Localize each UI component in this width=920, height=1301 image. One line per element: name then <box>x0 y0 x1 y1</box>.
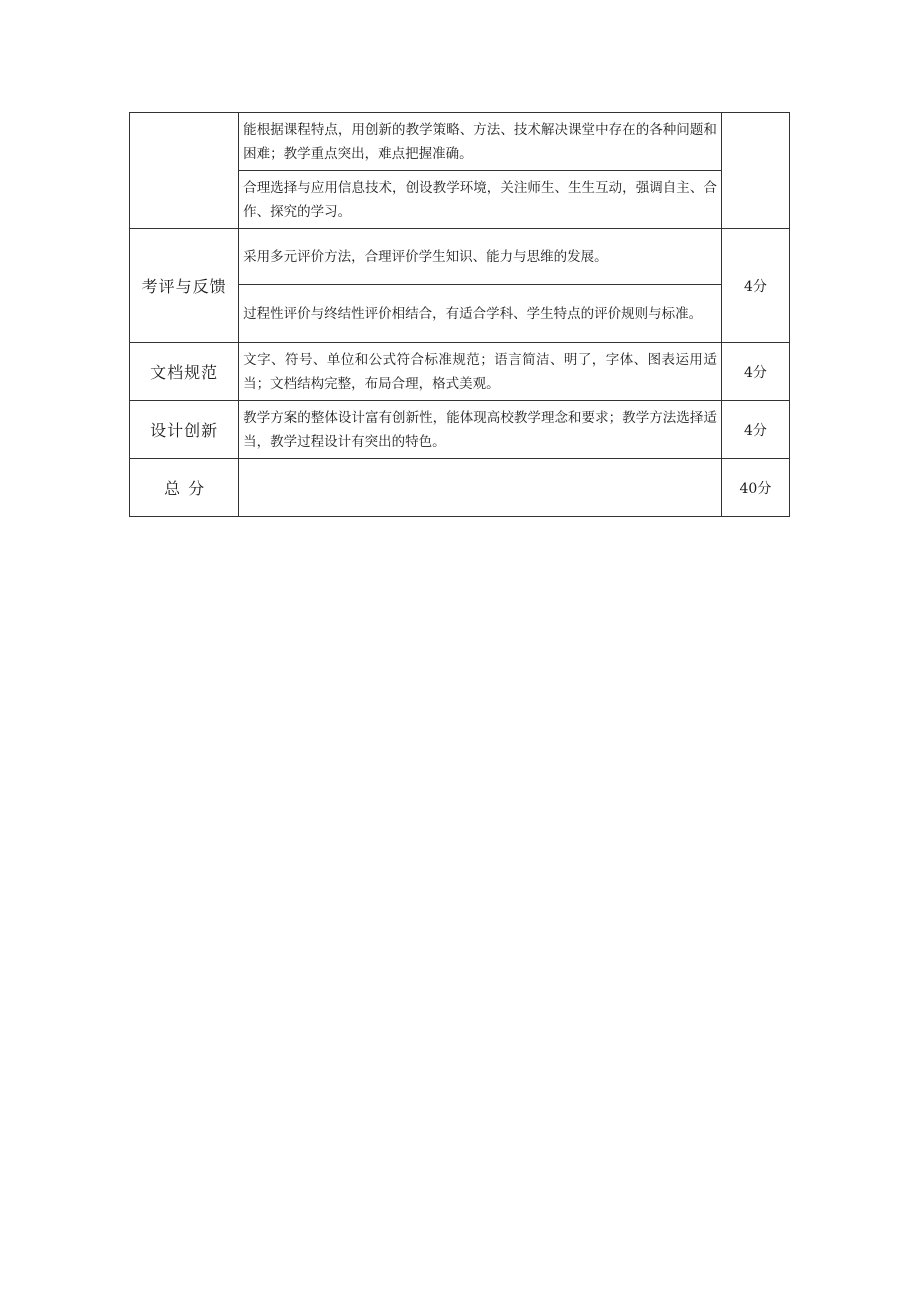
score-cell: 4分 <box>721 229 789 343</box>
score-cell: 4分 <box>721 401 789 459</box>
category-cell <box>130 113 239 229</box>
total-label: 总分 <box>130 459 239 517</box>
criterion-text: 能根据课程特点，用创新的教学策略、方法、技术解决课堂中存在的各种问题和困难；教学重点突出，难点把握准确。 <box>239 113 722 171</box>
score-cell: 4分 <box>721 343 789 401</box>
table-row <box>130 343 790 401</box>
category-cell: 设计创新 <box>130 401 239 459</box>
total-score: 40分 <box>721 459 789 517</box>
category-cell: 文档规范 <box>130 343 239 401</box>
table-row <box>130 113 790 171</box>
criterion-text: 文字、符号、单位和公式符合标准规范；语言简洁、明了，字体、图表运用适当；文档结构完整，布局合理，格式美观。 <box>239 343 722 401</box>
criterion-text: 过程性评价与终结性评价相结合，有适合学科、学生特点的评价规则与标准。 <box>239 285 722 343</box>
total-description <box>239 459 722 517</box>
category-cell: 考评与反馈 <box>130 229 239 343</box>
criterion-text: 合理选择与应用信息技术，创设教学环境，关注师生、生生互动，强调自主、合作、探究的学习。 <box>239 171 722 229</box>
table-row <box>130 229 790 285</box>
scoring-rubric-table <box>129 112 790 517</box>
table-row <box>130 401 790 459</box>
total-row <box>130 459 790 517</box>
criterion-text: 教学方案的整体设计富有创新性，能体现高校教学理念和要求；教学方法选择适当，教学过程设计有突出的特色。 <box>239 401 722 459</box>
score-cell <box>721 113 789 229</box>
criterion-text: 采用多元评价方法，合理评价学生知识、能力与思维的发展。 <box>239 229 722 285</box>
